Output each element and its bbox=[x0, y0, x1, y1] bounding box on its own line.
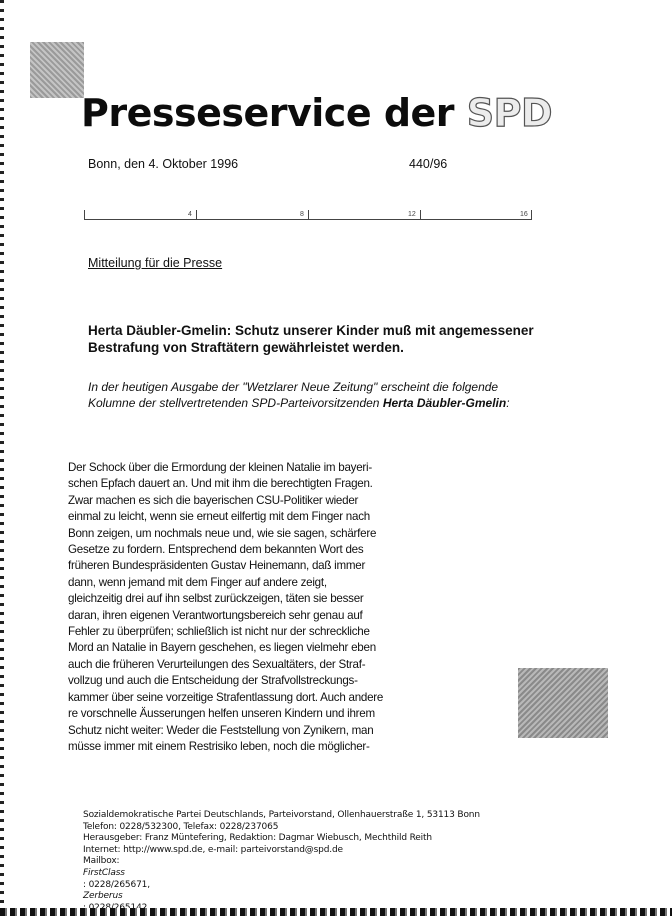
body-line: gleichzeitig drei auf ihn selbst zurückzeigen, täten sie besser bbox=[68, 592, 364, 606]
scan-noise-artifact bbox=[518, 668, 608, 738]
body-line: Fehler zu überprüfen; schließlich ist nicht nur der schreckliche bbox=[68, 625, 370, 639]
intro-line: In der heutigen Ausgabe der "Wetzlarer Neue Zeitung" erscheint die folgende bbox=[88, 380, 499, 394]
body-line: re vorschnelle Äusserungen helfen unseren Kindern und ihrem bbox=[68, 707, 375, 721]
masthead-title bbox=[81, 88, 552, 138]
footer-editors: Herausgeber: Franz Müntefering, Redaktion: Dagmar Wiebusch, Mechthild Reith bbox=[83, 833, 432, 844]
body-line: Der Schock über die Ermordung der kleinen Natalie im bayeri- bbox=[68, 461, 372, 474]
ruler-tick bbox=[196, 210, 197, 219]
footer-imprint bbox=[83, 810, 480, 914]
intro-author: Herta Däubler-Gmelin bbox=[382, 396, 507, 410]
body-line: Mord an Natalie in Bayern geschehen, es liegen vielmehr eben bbox=[68, 641, 376, 655]
body-line: früheren Bundespräsidenten Gustav Heinemann, daß immer bbox=[68, 559, 366, 573]
mailbox-label: Mailbox: bbox=[83, 856, 120, 867]
scan-corner-artifact bbox=[30, 42, 84, 98]
body-line: kammer über seine vorzeitige Strafentlassung dort. Auch andere bbox=[68, 690, 384, 704]
ruler-label: 12 bbox=[408, 211, 416, 218]
headline-line: Herta Däubler-Gmelin: Schutz unserer Kinder muß mit angemessener bbox=[88, 323, 534, 338]
body-line: vollzug und auch die Entscheidung der Strafvollstreckungs- bbox=[68, 674, 358, 688]
ruler-label: 8 bbox=[300, 211, 304, 218]
body-line: Zwar machen es sich die bayerischen CSU-Politiker wieder bbox=[68, 493, 359, 507]
body-line: Bonn zeigen, um nochmals neue und, wie sie sagen, schärfere bbox=[68, 526, 377, 540]
footer-phone: Telefon: 0228/532300, Telefax: 0228/237065 bbox=[83, 821, 279, 832]
footer-internet: Internet: http://www.spd.de, e-mail: parteivorstand@spd.de bbox=[83, 844, 343, 855]
document-number: 440/96 bbox=[409, 157, 448, 171]
body-line: Gesetze zu fordern. Entsprechend dem bekannten Wort des bbox=[68, 543, 364, 557]
masthead-brand-logo: SPD bbox=[466, 91, 553, 135]
headline-line: Bestrafung von Straftätern gewährleistet werden. bbox=[88, 340, 404, 355]
ruler-tick bbox=[420, 210, 421, 219]
firstclass-label: FirstClass bbox=[83, 867, 125, 878]
dateline: Bonn, den 4. Oktober 1996 bbox=[88, 157, 239, 171]
intro-paragraph bbox=[88, 379, 558, 411]
intro-colon: : bbox=[506, 396, 510, 410]
section-label: Mitteilung für die Presse bbox=[88, 256, 223, 270]
ruler-tick bbox=[84, 210, 85, 219]
ruler-label: 4 bbox=[188, 211, 192, 218]
body-line: einmal zu leicht, wenn sie erneut eilfertig mit dem Finger nach bbox=[68, 510, 370, 524]
column-body bbox=[68, 460, 398, 755]
footer-address: Sozialdemokratische Partei Deutschlands, Parteivorstand, Ollenhauerstraße 1, 53113 Bonn bbox=[83, 810, 480, 820]
body-line: schen Epfach dauert an. Und mit ihm die berechtigten Fragen. bbox=[68, 477, 373, 491]
ruler-label: 16 bbox=[520, 211, 528, 218]
headline bbox=[88, 322, 558, 356]
ruler-tick bbox=[531, 210, 532, 219]
body-line: auch die früheren Verurteilungen des Sexualtäters, der Straf- bbox=[68, 657, 366, 671]
ruler bbox=[84, 210, 532, 220]
ruler-tick bbox=[308, 210, 309, 219]
masthead-prefix: Presseservice der bbox=[81, 91, 467, 135]
scan-edge-artifact bbox=[0, 0, 4, 916]
body-line: müsse immer mit einem Restrisiko leben, noch die möglicher- bbox=[68, 739, 370, 753]
body-line: dann, wenn jemand mit dem Finger auf andere zeigt, bbox=[68, 575, 327, 589]
scan-bottom-edge-artifact bbox=[0, 908, 672, 916]
footer-mailbox bbox=[83, 856, 480, 914]
firstclass-value: : 0228/265671, bbox=[83, 879, 150, 890]
body-line: Schutz nicht weiter: Weder die Feststellung von Zynikern, man bbox=[68, 723, 374, 737]
intro-line: Kolumne der stellvertretenden SPD-Parteivorsitzenden bbox=[88, 396, 383, 410]
zerberus-label: Zerberus bbox=[83, 891, 123, 902]
body-line: daran, ihren eigenen Verantwortungsbereich sehr genau auf bbox=[68, 608, 363, 622]
